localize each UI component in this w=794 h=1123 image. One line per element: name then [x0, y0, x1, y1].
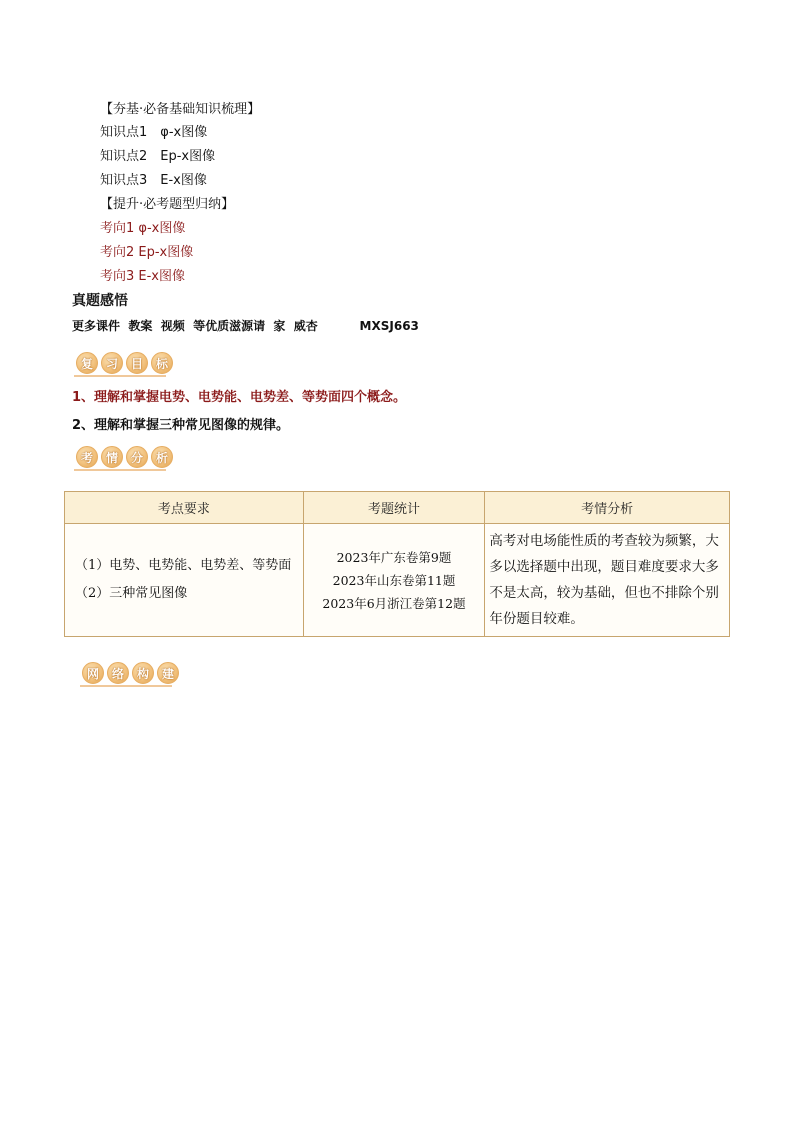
header-analysis: 考情分析	[485, 492, 730, 524]
stat-item: 2023年山东卷第11题	[332, 572, 456, 588]
stat-item: 2023年6月浙江卷第12题	[322, 595, 466, 611]
badge-char: 目	[126, 352, 148, 374]
badge-char: 网	[82, 662, 104, 684]
review-goals-badge	[76, 352, 173, 374]
requirement-item: （2）三种常见图像	[75, 586, 188, 601]
badge-char: 习	[101, 352, 123, 374]
badge-char: 标	[151, 352, 173, 374]
requirement-item: （1）电势、电势能、电势差、等势面	[75, 558, 292, 573]
table-row	[65, 524, 730, 637]
badge-underline	[74, 375, 166, 377]
promo-text: 更多课件 教案 视频 等优质滋源请 家 威杏 MXSJ663	[72, 319, 419, 333]
toc-kp2[interactable]: 知识点2 Ep-x图像	[100, 149, 216, 164]
toc-kp1[interactable]: 知识点1 φ-x图像	[100, 125, 208, 140]
exam-analysis-table	[64, 491, 730, 637]
badge-char: 复	[76, 352, 98, 374]
badge-char: 构	[132, 662, 154, 684]
network-badge	[82, 662, 179, 684]
goal-2: 2、理解和掌握三种常见图像的规律。	[72, 418, 290, 433]
analysis-badge	[76, 446, 173, 468]
header-statistics: 考题统计	[303, 492, 485, 524]
toc-kx3[interactable]: 考向3 E-x图像	[100, 269, 186, 284]
badge-underline	[74, 469, 166, 471]
goal-1: 1、理解和掌握电势、电势能、电势差、等势面四个概念。	[72, 390, 407, 405]
stat-item: 2023年广东卷第9题	[336, 549, 452, 565]
badge-char: 考	[76, 446, 98, 468]
badge-char: 络	[107, 662, 129, 684]
header-requirement: 考点要求	[65, 492, 304, 524]
toc-section-basic[interactable]: 【夯基·必备基础知识梳理】	[100, 102, 261, 117]
badge-underline	[80, 685, 172, 687]
toc-kx2[interactable]: 考向2 Ep-x图像	[100, 245, 194, 260]
badge-char: 情	[101, 446, 123, 468]
zhenti-heading: 真题感悟	[72, 293, 128, 309]
badge-char: 析	[151, 446, 173, 468]
cell-statistics	[303, 524, 485, 637]
badge-char: 分	[126, 446, 148, 468]
toc-section-advanced[interactable]: 【提升·必考题型归纳】	[100, 197, 235, 212]
cell-requirements	[65, 524, 304, 637]
badge-char: 建	[157, 662, 179, 684]
cell-analysis: 高考对电场能性质的考查较为频繁，大多以选择题中出现，题目难度要求大多不是太高，较为基础，但也不排除个别年份题目较难。	[485, 524, 730, 637]
toc-kp3[interactable]: 知识点3 E-x图像	[100, 173, 207, 188]
table-header-row	[65, 492, 730, 524]
toc-kx1[interactable]: 考向1 φ-x图像	[100, 221, 186, 236]
